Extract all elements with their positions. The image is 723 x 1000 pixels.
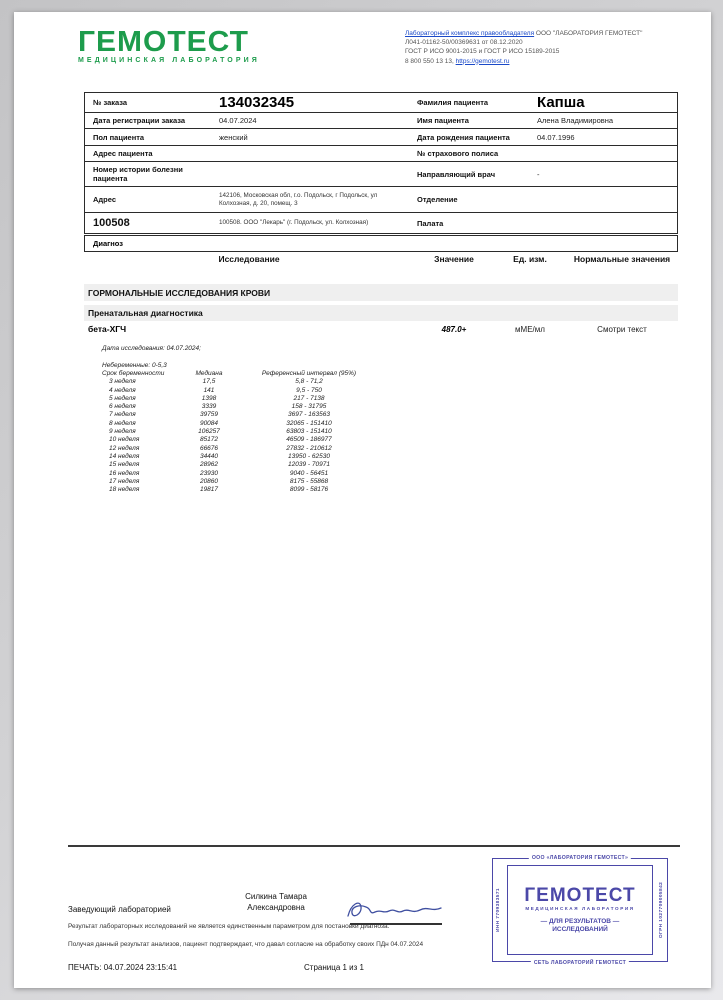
interval-cell: 8175 - 55868: [289, 477, 329, 485]
section-band-prenatal: [84, 305, 678, 321]
interval-cell: 32065 - 151410: [286, 419, 332, 427]
office-code-label: 100508: [93, 216, 130, 229]
license-link[interactable]: Лабораторный комплекс правообладателя: [405, 30, 535, 37]
median-cell: 39759: [199, 411, 219, 419]
lab-head-name-line1: Силкина Тамара: [245, 892, 307, 901]
week-cell: 4 неделя: [109, 386, 136, 394]
lastname-value: Капша: [537, 94, 585, 111]
hcg-reference-row: [102, 403, 384, 411]
print-timestamp: ПЕЧАТЬ: 04.07.2024 23:15:41: [68, 963, 178, 972]
stamp-company-name: ООО «ЛАБОРАТОРИЯ ГЕМОТЕСТ»: [529, 855, 631, 861]
median-cell: 28962: [199, 461, 219, 469]
median-cell: 23930: [199, 469, 219, 477]
week-cell: 7 неделя: [109, 411, 136, 419]
median-cell: 20860: [199, 477, 219, 485]
week-cell: 6 неделя: [109, 403, 136, 411]
logo-title: ГЕМОТЕСТ: [78, 26, 249, 58]
week-cell: 15 неделя: [109, 461, 140, 469]
order-number-label: № заказа: [93, 98, 128, 107]
document-page: [14, 12, 711, 988]
footer-divider: [68, 845, 680, 847]
interval-cell: 8099 - 58176: [289, 486, 329, 494]
section-band-hormonal: [84, 284, 678, 301]
hcg-reference-row: [102, 461, 384, 469]
lastname-label: Фамилия пациента: [417, 98, 489, 107]
test-normal-range: Смотри текст: [597, 324, 647, 334]
table-row: [85, 113, 677, 129]
diagnosis-label: Диагноз: [93, 239, 123, 248]
median-cell: 90084: [199, 419, 219, 427]
order-number-value: 134032345: [219, 94, 295, 111]
history-number-label: Номер истории болезни пациента: [93, 165, 183, 183]
week-cell: 5 неделя: [109, 394, 136, 402]
patient-address-label: Адрес пациента: [93, 149, 153, 158]
stamp-ogrn: ОГРН 1027709005842: [659, 881, 664, 939]
hcg-reference-row: [102, 378, 384, 386]
result-details: [102, 345, 384, 494]
week-cell: 18 неделя: [109, 486, 140, 494]
interval-cell: 9,5 - 750: [296, 386, 322, 394]
lab-credentials: [405, 29, 685, 66]
week-cell: 12 неделя: [109, 444, 140, 452]
sex-label: Пол пациента: [93, 132, 145, 142]
non-pregnant-range: Небеременные: 0-5,3: [102, 361, 167, 369]
hcg-reference-header: [102, 370, 384, 378]
stamp-inn: ИНН 7709383571: [496, 888, 501, 932]
interval-cell: 12039 - 70971: [288, 461, 330, 469]
test-unit: мМЕ/мл: [515, 324, 545, 334]
table-row: [85, 93, 677, 113]
stamp-logo-subtitle: МЕДИЦИНСКАЯ ЛАБОРАТОРИЯ: [525, 906, 635, 911]
result-row-beta-hcg: [84, 324, 678, 334]
address-label: Адрес: [93, 195, 117, 204]
median-cell: 19817: [199, 486, 219, 494]
study-date: Дата исследования: 04.07.2024;: [102, 345, 201, 352]
interval-cell: 27832 - 210612: [286, 444, 332, 452]
interval-cell: 217 - 7138: [293, 394, 325, 402]
gemotest-logo: [78, 28, 260, 64]
firstname-label: Имя пациента: [417, 116, 469, 125]
interval-cell: 3697 - 163563: [288, 411, 330, 419]
phone-number: 8 800 550 13 13,: [405, 57, 456, 65]
hcg-reference-row: [102, 436, 384, 444]
lab-head-name: [206, 891, 346, 913]
interval-cell: 46509 - 186977: [286, 436, 332, 444]
credentials-line-4: [405, 57, 685, 66]
referring-doctor-label: Направляющий врач: [417, 169, 496, 179]
interval-cell: 9040 - 56451: [289, 469, 329, 477]
insurance-label: № страхового полиса: [417, 149, 499, 158]
test-value: 487.0+: [441, 324, 467, 334]
license-number: Л041-01162-50/00369631 от 08.12.2020: [405, 39, 523, 47]
gost-standards: ГОСТ Р ИСО 9001-2015 и ГОСТ Р ИСО 15189-2015: [405, 48, 560, 56]
hcg-reference-row: [102, 478, 384, 486]
birthdate-label: Дата рождения пациента: [417, 132, 510, 142]
table-row: [85, 187, 677, 213]
results-header: [84, 254, 678, 265]
stamp-purpose-line2: ИССЛЕДОВАНИЙ: [552, 926, 608, 933]
sex-value: женский: [219, 132, 248, 142]
week-cell: 14 неделя: [109, 452, 140, 460]
logo-subtitle: МЕДИЦИНСКАЯ ЛАБОРАТОРИЯ: [78, 57, 260, 64]
birthdate-value: 04.07.1996: [537, 132, 575, 142]
ward-label: Палата: [417, 218, 444, 228]
table-row: [85, 146, 677, 162]
table-row: [85, 162, 677, 187]
credentials-line-1: [405, 29, 685, 38]
hcg-reference-row: [102, 445, 384, 453]
week-cell: 17 неделя: [109, 477, 140, 485]
hcg-reference-row: [102, 387, 384, 395]
hcg-reference-row: [102, 486, 384, 494]
interval-cell: 63803 - 151410: [286, 428, 332, 436]
department-label: Отделение: [417, 195, 458, 204]
median-cell: 85172: [199, 436, 219, 444]
median-cell: 66676: [199, 444, 219, 452]
firstname-value: Алена Владимировна: [537, 116, 614, 125]
week-cell: 16 неделя: [109, 469, 140, 477]
interval-cell: 5,8 - 71,2: [295, 378, 323, 386]
diagnosis-box: [84, 235, 678, 252]
section-title: ГОРМОНАЛЬНЫЕ ИССЛЕДОВАНИЯ КРОВИ: [88, 287, 271, 298]
interval-cell: 158 - 31795: [291, 403, 327, 411]
table-row: [85, 213, 677, 233]
order-info-table: [84, 92, 678, 234]
disclaimer-note: Результат лабораторных исследований не является единственным параметром для постановки диагноза.: [68, 923, 390, 930]
hcg-reference-row: [102, 428, 384, 436]
office-code-value: 100508. ООО "Лекарь" (г. Подольск, ул. Колхозная): [219, 219, 369, 227]
header-median: Медиана: [195, 370, 223, 377]
subsection-title: Пренатальная диагностика: [88, 308, 203, 318]
test-name: бета-ХГЧ: [88, 324, 127, 334]
stamp-logo-title: ГЕМОТЕСТ: [524, 885, 636, 906]
consent-note: Получая данный результат анализов, пациент подтверждает, что давал согласие на обработку своих ПДн 04.07.2024: [68, 941, 424, 948]
lab-head-name-line2: Александровна: [247, 903, 305, 912]
address-value: 142106, Московская обл, г.о. Подольск, г Подольск, ул Колхозная, д. 20, помещ. 3: [219, 191, 378, 207]
interval-cell: 13950 - 62530: [288, 452, 330, 460]
reg-date-label: Дата регистрации заказа: [93, 116, 186, 125]
median-cell: 1398: [201, 394, 217, 402]
stamp-purpose-line1: — ДЛЯ РЕЗУЛЬТАТОВ —: [540, 918, 620, 925]
hcg-reference-rows: [102, 378, 384, 494]
website-link[interactable]: https://gemotest.ru: [455, 57, 510, 65]
lab-owner-name: ООО "ЛАБОРАТОРИЯ ГЕМОТЕСТ": [534, 30, 643, 37]
referring-doctor-value: -: [537, 169, 540, 179]
header-interval: Референсный интервал (95%): [261, 370, 357, 377]
median-cell: 34440: [199, 452, 219, 460]
median-cell: 141: [203, 386, 215, 394]
week-cell: 9 неделя: [109, 428, 136, 436]
week-cell: 8 неделя: [109, 419, 136, 427]
col-value: Значение: [434, 254, 474, 264]
median-cell: 17,5: [202, 378, 216, 386]
col-normal: Нормальные значения: [573, 254, 671, 264]
col-study: Исследование: [218, 254, 280, 264]
hcg-reference-row: [102, 470, 384, 478]
median-cell: 106257: [198, 428, 220, 436]
table-row: [85, 129, 677, 146]
hcg-reference-row: [102, 395, 384, 403]
median-cell: 3339: [201, 403, 217, 411]
lab-stamp: [492, 854, 668, 966]
stamp-center: [510, 868, 650, 952]
lab-head-role: Заведующий лабораторией: [68, 905, 171, 914]
reg-date-value: 04.07.2024: [219, 116, 257, 125]
col-unit: Ед. изм.: [513, 254, 547, 264]
week-cell: 3 неделя: [109, 378, 136, 386]
hcg-reference-row: [102, 420, 384, 428]
stamp-network-name: СЕТЬ ЛАБОРАТОРИЙ ГЕМОТЕСТ: [531, 960, 629, 966]
hcg-reference-row: [102, 453, 384, 461]
header-term: Срок беременности: [102, 370, 165, 377]
page-number: Страница 1 из 1: [304, 963, 364, 972]
week-cell: 10 неделя: [109, 436, 140, 444]
hcg-reference-row: [102, 411, 384, 419]
